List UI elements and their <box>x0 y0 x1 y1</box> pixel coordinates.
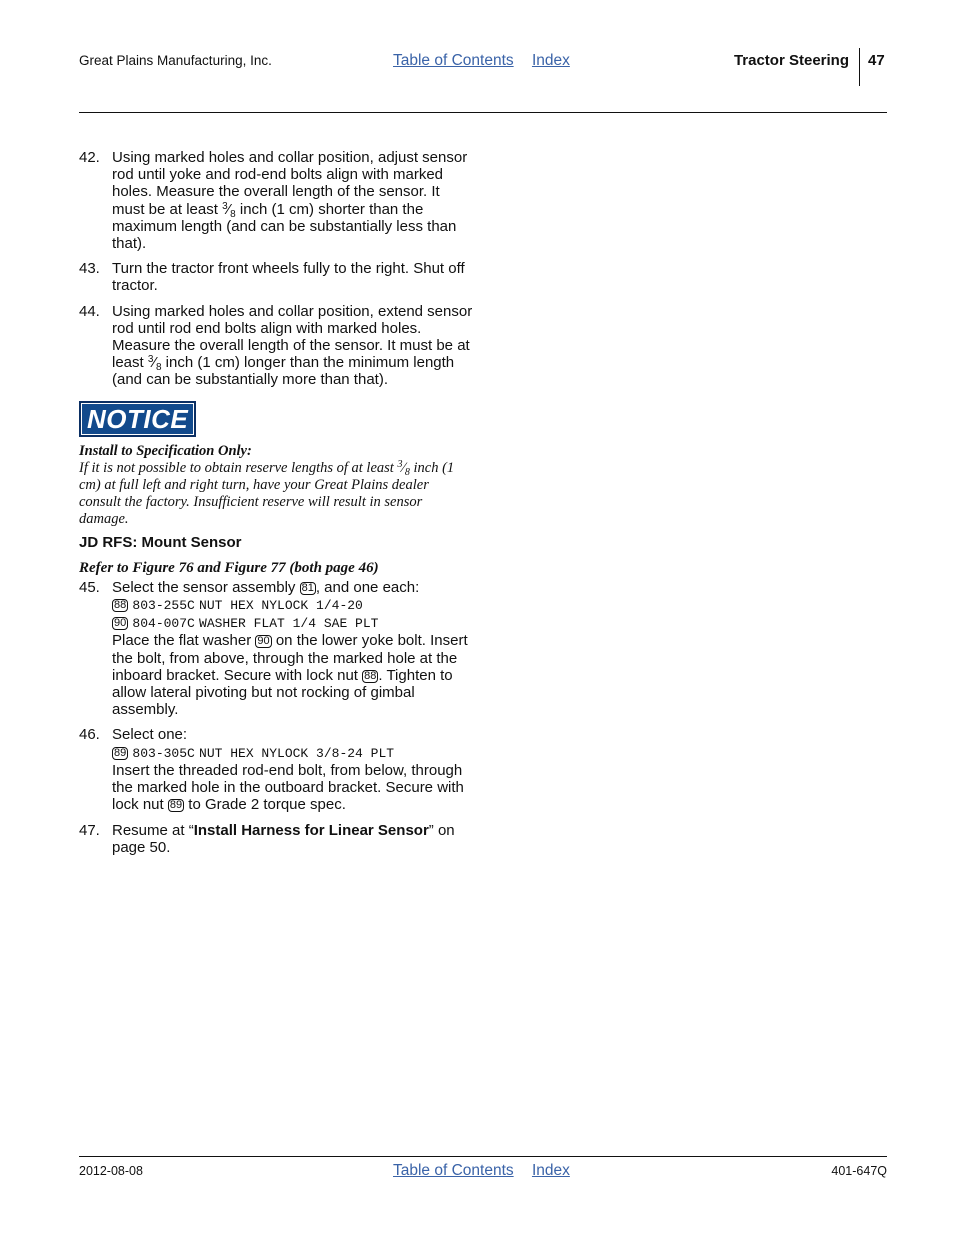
header-divider <box>859 48 860 86</box>
notice-label: NOTICE <box>82 404 193 434</box>
part-number: 804-007C <box>132 616 195 632</box>
step-45: 45. Select the sensor assembly 81 , and one each: 88 803-255C NUT HEX NYLOCK 1/4-20 90 804-007C WASHER FLAT 1/4 SAE PLT Place the flat washer 90 on the lower yoke bolt. Insert the bolt, from above, through the marked hole at the inboard bracket. Secure with lock nut 88 . Tighten to allow lateral pivoting but not rocking of gimbal assembly. <box>79 579 474 719</box>
callout-badge: 90 <box>114 617 127 630</box>
step-number: 47. <box>79 821 100 839</box>
part-line <box>112 614 474 632</box>
header-nav <box>393 52 570 70</box>
step-text: Turn the tractor front wheels fully to the right. Shut off tractor. <box>112 260 465 295</box>
notice-body: If it is not possible to obtain reserve lengths of at least $^3⁄_8$ inch (1 cm) at full left and right turn, have your Great Plains dealer consult the factory. Insufficient reserve will result in sensor damage. <box>79 458 455 528</box>
fraction: $^3⁄_8$ <box>147 354 162 374</box>
header-toc-link[interactable]: Table of Contents <box>393 52 514 69</box>
part-number: 803-255C <box>132 598 195 614</box>
header-index-link[interactable]: Index <box>531 52 570 69</box>
footer-rule <box>79 1156 887 1157</box>
section-title: Tractor Steering <box>733 52 849 69</box>
part-description: NUT HEX NYLOCK 1/4-20 <box>199 598 363 614</box>
doc-number: 401-647Q <box>831 1164 887 1178</box>
notice-badge <box>79 401 196 437</box>
fraction: $^3⁄_8$ <box>222 200 236 220</box>
content-column <box>79 149 474 864</box>
callout-badge: 90 <box>257 635 270 648</box>
step-47: 47. Resume at “Install Harness for Linear Sensor” on page 50. <box>79 821 455 856</box>
step-number: 44. <box>79 302 100 320</box>
part-description: WASHER FLAT 1/4 SAE PLT <box>199 616 379 632</box>
header-rule <box>79 112 887 113</box>
step-44 <box>79 303 474 389</box>
fraction: $^3⁄_8$ <box>397 458 410 478</box>
callout-badge: 89 <box>114 746 127 759</box>
callout-badge: 89 <box>169 799 183 812</box>
step-number: 43. <box>79 260 100 278</box>
step-number: 46. <box>79 726 100 744</box>
mount-sensor-heading: JD RFS: Mount Sensor <box>79 534 242 552</box>
step-text: inch (1 cm) longer than the minimum length (and can be substantially more than that). <box>112 354 455 389</box>
footer-date: 2012-08-08 <box>79 1164 143 1178</box>
footer-toc-link[interactable]: Table of Contents <box>393 1162 514 1179</box>
cross-reference-link[interactable]: Install Harness for Linear Sensor <box>193 821 429 839</box>
callout-badge: 88 <box>114 599 127 612</box>
step-46: 46. Select one: 89 803-305C NUT HEX NYLOCK 3/8-24 PLT Insert the threaded rod-end bolt, from below, through the marked hole in the outboard bracket. Secure with lock nut 89 to Grade 2 torque spec. <box>79 726 474 813</box>
step-text: inch (1 cm) shorter than the maximum length (and can be substantially less than that). <box>112 200 457 253</box>
step-number: 45. <box>79 578 100 596</box>
part-line <box>112 744 474 762</box>
part-description: NUT HEX NYLOCK 3/8-24 PLT <box>199 745 395 761</box>
page-number: 47 <box>868 52 885 69</box>
step-text: Using marked holes and collar position, extend sensor rod until rod end bolts align with marked holes. Measure the overall length of the sensor. It must be at least <box>112 302 473 372</box>
company-name: Great Plains Manufacturing, Inc. <box>79 53 272 68</box>
callout-badge: 88 <box>364 669 377 682</box>
footer-index-link[interactable]: Index <box>531 1162 570 1179</box>
step-number: 42. <box>79 149 100 166</box>
part-line <box>112 596 474 614</box>
footer-nav <box>393 1162 570 1180</box>
step-42 <box>79 149 474 252</box>
step-text: Using marked holes and collar position, adjust sensor rod until yoke and rod-end bolts align with marked holes. Measure the overall length of the sensor. It must be at least <box>112 149 468 218</box>
step-43 <box>79 260 474 294</box>
part-number: 803-305C <box>132 745 195 761</box>
notice-title: Install to Specification Only: <box>79 442 252 459</box>
callout-badge: 81 <box>301 581 314 594</box>
figure-reference: Refer to Figure 76 and Figure 77 (both page 46) <box>79 559 379 576</box>
